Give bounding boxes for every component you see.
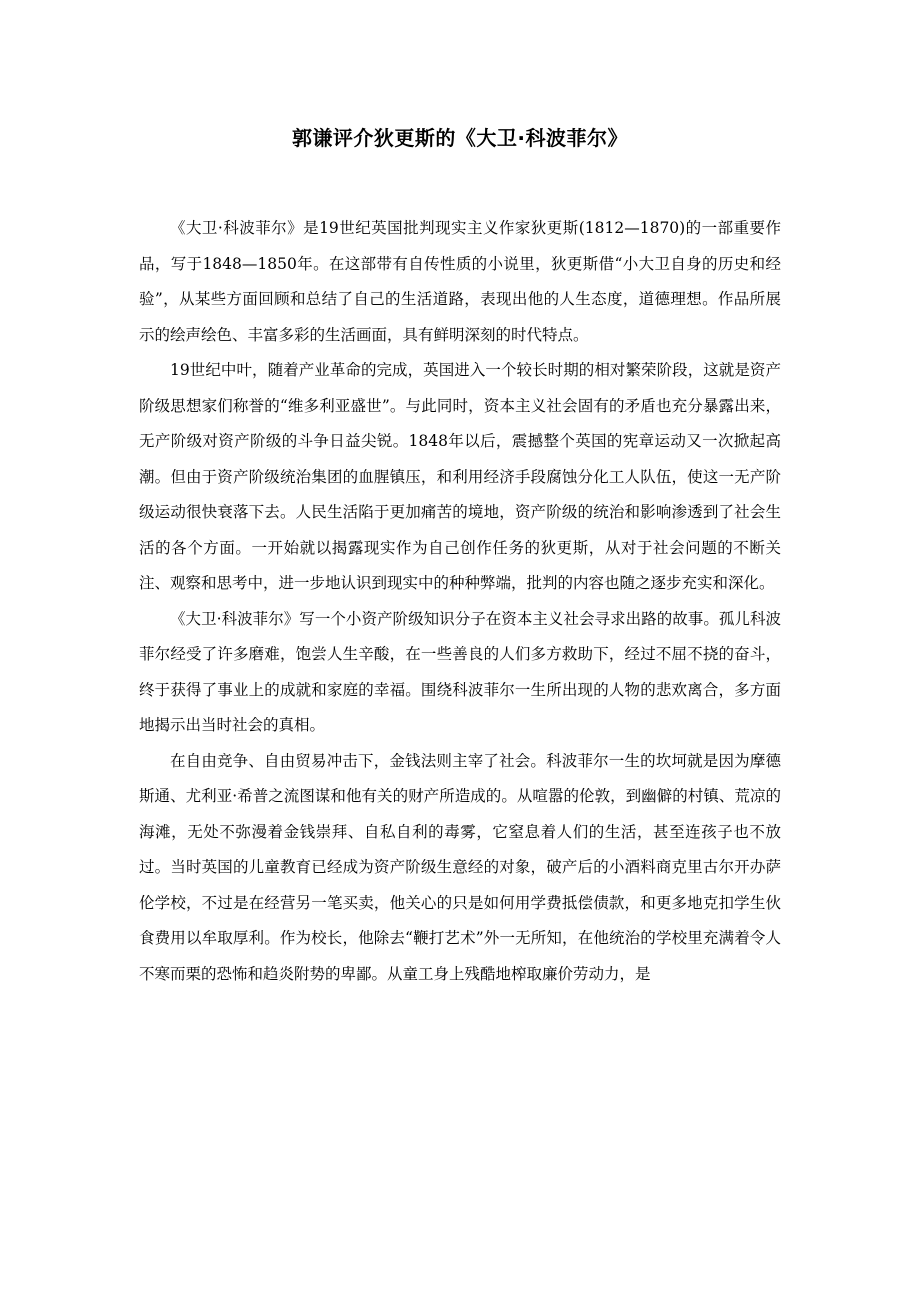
paragraph-4: 在自由竞争、自由贸易冲击下，金钱法则主宰了社会。科波菲尔一生的坎坷就是因为摩德斯通、尤利亚·希普之流图谋和他有关的财产所造成的。从喧嚣的伦敦，到幽僻的村镇、荒凉的海滩，无处不弥漫着金钱崇拜、自私自利的毒雾，它窒息着人们的生活，甚至连孩子也不放过。当时英国的儿童教育已经成为资产阶级生意经的对象，破产后的小酒料商克里古尔开办萨伦学校，不过是在经营另一笔买卖，他关心的只是如何用学费抵偿债款，和更多地克扣学生伙食费用以牟取厚利。作为校长，他除去“鞭打艺术”外一无所知，在他统治的学校里充满着令人不寒而栗的恐怖和趋炎附势的卑鄙。从童工身上残酷地榨取廉价劳动力，是	[139, 751, 781, 983]
document-body	[139, 211, 781, 992]
paragraph-2: 19世纪中叶，随着产业革命的完成，英国进入一个较长时期的相对繁荣阶段，这就是资产阶级思想家们称誉的“维多利亚盛世”。与此同时，资本主义社会固有的矛盾也充分暴露出来，无产阶级对资产阶级的斗争日益尖锐。1848年以后，震撼整个英国的宪章运动又一次掀起高潮。但由于资产阶级统治集团的血腥镇压，和利用经济手段腐蚀分化工人队伍，使这一无产阶级运动很快衰落下去。人民生活陷于更加痛苦的境地，资产阶级的统治和影响渗透到了社会生活的各个方面。一开始就以揭露现实作为自己创作任务的狄更斯，从对于社会问题的不断关注、观察和思考中，进一步地认识到现实中的种种弊端，批判的内容也随之逐步充实和深化。	[139, 361, 781, 592]
paragraph-1: 《大卫·科波菲尔》是19世纪英国批判现实主义作家狄更斯(1812—1870)的一部重要作品，写于1848—1850年。在这部带有自传性质的小说里，狄更斯借“小大卫自身的历史和经验”，从某些方面回顾和总结了自己的生活道路，表现出他的人生态度，道德理想。作品所展示的绘声绘色、丰富多彩的生活画面，具有鲜明深刻的时代特点。	[139, 219, 781, 344]
document-title: 郭谦评介狄更斯的《大卫·科波菲尔》	[291, 126, 629, 150]
paragraph-3: 《大卫·科波菲尔》写一个小资产阶级知识分子在资本主义社会寻求出路的故事。孤儿科波菲尔经受了许多磨难，饱尝人生辛酸，在一些善良的人们多方救助下，经过不屈不挠的奋斗，终于获得了事业上的成就和家庭的幸福。围绕科波菲尔一生所出现的人物的悲欢离合，多方面地揭示出当时社会的真相。	[139, 609, 781, 734]
